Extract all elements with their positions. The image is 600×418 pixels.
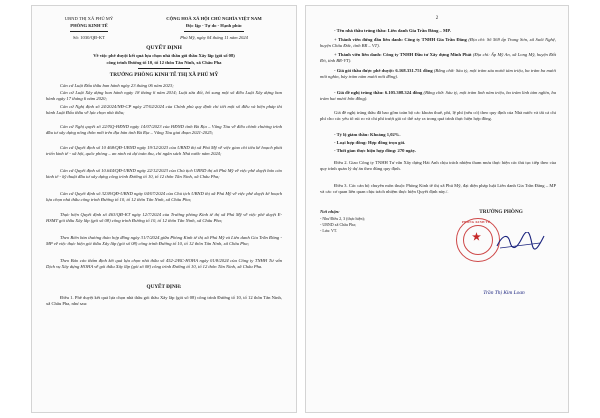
legal-basis-8: Thực hiện Quyết định số 463/QĐ-KT ngày 12/7/2024 của Trưởng phòng Kinh tế thị xã Phú Mỹ về việc phê duyệt E-HSMT gói thầu Xây lắp (gói số 08) công trình Đường tổ 10, tổ 12 thôn Tân Ninh, xã Châu Pha; [46, 212, 282, 224]
legal-basis-6: Căn cứ Quyết định số 10.644/QĐ-UBND ngày 22/12/2023 của Chủ tịch UBND thị xã Phú Mỹ về việc phê duyệt báo cáo kinh tế - kỹ thuật đầu tư xây dựng công trình Đường tổ 10, tổ 12 thôn Tân Ninh, xã Châu Pha; [46, 168, 282, 180]
proposed-award-price: - Giá đề nghị trúng thầu: 6.105.308.324 đồng (Bằng chữ: Sáu tỷ, một trăm linh năm triệu, ba trăm linh tám nghìn, ba trăm hai mươi bốn đồng). [320, 90, 556, 102]
national-motto: Độc lập - Tự do - Hạnh phúc [185, 23, 243, 28]
document-subject-line-1: Về việc phê duyệt kết quả lựa chọn nhà thầu gói thầu Xây lắp (gói số 08) [93, 53, 235, 58]
legal-basis-5: Căn cứ Quyết định số 10 468/QĐ-UBND ngày 19/12/2023 của UBND thị xã Phú Mỹ về việc giao chỉ tiêu kế hoạch phát triển kinh tế - xã hội, quốc phòng – an ninh và dự toán thu, chi ngân sách Nhà nước năm 2024; [46, 145, 282, 157]
legal-basis-10: Theo Báo cáo thẩm định kết quả lựa chọn nhà thầu số 452-2/BC-HOHA ngày 01/8/2024 của Công ty TNHH Tư vấn Dịch vụ Xây dựng HOHA về gói thầu Xây lắp (gói số 08) công trình Đường tổ 10, tổ 12 thôn Tân Ninh, xã Châu Pha. [46, 258, 282, 270]
seal-lettering: PHÒNG KINH TẾ [462, 220, 491, 224]
joint-member: + Thành viên liên danh: Công ty TNHH Đầu tư Xây dựng Minh Phát (Địa chỉ: Ấp Mỹ An, xã Long Mỹ, huyện Đất Đỏ, tỉnh BR-VT). [320, 52, 556, 64]
document-subject-line-2: công trình Đường tổ 10, tổ 12 thôn Tân Ninh, xã Châu Pha [106, 60, 222, 65]
discount-rate: - Tỷ lệ giảm thầu: Khoảng 1,02%. [334, 132, 401, 137]
subject-underline [138, 68, 190, 69]
price-inclusion-note: Giá đề nghị trúng thầu đã bao gồm toàn bộ các khoản thuế, phí, lệ phí (nếu có) theo quy định của Nhà nước và tất cả chi phí cho các yếu tố rủi ro và chi phí trượt giá có thể xảy ra trong quá trình thực hiện hợp đồng. [320, 110, 556, 122]
office-underline [70, 31, 108, 32]
handwritten-signature [494, 232, 546, 252]
recipient-item: - UBND xã Châu Pha; [320, 222, 356, 227]
issuing-office: PHÒNG KINH TẾ [70, 23, 108, 28]
legal-basis-9: Theo Biên bản thương thảo hợp đồng ngày 31/7/2024 giữa Phòng Kinh tế thị xã Phú Mỹ và Liên danh Gia Trần Đăng - MP về việc thực hiện gói thầu Xây lắp (gói số 08) công trình Đường tổ 10, tổ 12 thôn Tân Ninh, xã Châu Pha; [46, 235, 282, 247]
star-icon: ★ [472, 232, 481, 243]
recipients-title: Nơi nhận: [320, 209, 340, 214]
contract-type: - Loại hợp đồng: Hợp đồng trọn gói. [334, 140, 406, 145]
page-number: 2 [435, 16, 439, 21]
document-page-1 [32, 6, 296, 412]
approved-package-price: - Giá gói thầu được phê duyệt: 6.168.331.751 đồng (Bằng chữ: Sáu tỷ, một trăm sáu mươi tám triệu, ba trăm ba mươi mốt nghìn, bảy trăm năm mươi mốt đồng). [320, 68, 557, 80]
issue-date: Phú Mỹ, ngày 04 tháng 11 năm 2024 [180, 35, 248, 40]
article-3: Điều 3. Các cán bộ chuyên môn thuộc Phòng Kinh tế thị xã Phú Mỹ, đại diện pháp luật Liên danh Gia Trần Đăng – MP và các cơ quan liên quan chịu trách nhiệm thực hiện Quyết định này./. [320, 183, 556, 195]
recipient-item: - Lưu: VT. [320, 228, 338, 233]
legal-basis-7: Căn cứ Quyết định số 3238/QĐ-UBND ngày 04/07/2024 của Chủ tịch UBND thị xã Phú Mỹ về việc phê duyệt kế hoạch lựa chọn nhà thầu công trình Đường tổ 10, tổ 12 thôn Tân Ninh, xã Châu Pha; [46, 191, 282, 203]
signer-name: Trần Thị Kim Loan [483, 290, 525, 296]
nation-header: CỘNG HOÀ XÃ HỘI CHỦ NGHĨA VIỆT NAM [166, 16, 262, 21]
signer-title: TRƯỞNG PHÒNG [479, 209, 523, 215]
article-1: Điều 1. Phê duyệt kết quả lựa chọn nhà thầu gói thầu Xây lắp (gói số 08) công trình Đường tổ 10, tổ 12 thôn Tân Ninh, xã Châu Pha, như sau: [46, 295, 282, 307]
article-2: Điều 2. Giao Công ty TNHH Tư vấn Xây dựng Hải Anh chịu trách nhiệm tham mưu thực hiện các thủ tục tiếp theo của quy trình quản lý dự án theo đúng quy định. [320, 160, 556, 172]
issuing-authority: TRƯỞNG PHÒNG KINH TẾ THỊ XÃ PHÚ MỸ [109, 72, 219, 78]
legal-basis-1: Căn cứ Luật Đấu thầu ban hành ngày 23 tháng 06 năm 2023; [60, 83, 174, 88]
motto-underline [184, 31, 244, 32]
contract-duration: - Thời gian thực hiện hợp đồng: 270 ngày. [334, 148, 416, 153]
document-number: Số: 1030/QĐ-KT [72, 35, 106, 40]
document-type: QUYẾT ĐỊNH [146, 45, 182, 51]
legal-basis-4: Căn cứ Nghị quyết số 22/NQ-HĐND ngày 14/07/2023 của HĐND tỉnh Bà Rịa – Vũng Tàu về điều chỉnh chương trình đầu tư xây dựng nông thôn mới trên địa bàn tỉnh Bà Rịa – Vũng Tàu giai đoạn 2021-2025; [46, 124, 282, 136]
legal-basis-3: Căn cứ Nghị định số 24/2024/NĐ-CP ngày 27/02/2024 của Chính phủ quy định chi tiết một số điều và biện pháp thi hành Luật Đấu thầu về lựa chọn nhà thầu; [46, 104, 282, 116]
winning-contractor: - Tên nhà thầu trúng thầu: Liên danh Gia Trần Đăng – MP. [334, 28, 451, 33]
document-page-2 [306, 6, 568, 412]
legal-basis-2: Căn cứ Luật Xây dựng ban hành ngày 18 tháng 6 năm 2014; Luật sửa đổi, bổ sung một số điều Luật Xây dựng ban hành ngày 17 tháng 6 năm 2020; [46, 90, 282, 102]
issuing-agency: UBND THỊ XÃ PHÚ MỸ [64, 16, 114, 21]
lead-member: + Thành viên đứng đầu liên danh: Công ty TNHH Gia Trần Đăng (Địa chỉ: Số 569 ấp Trung Sơn, xã Suối Nghệ, huyện Châu Đức, tỉnh BR – VT). [320, 37, 556, 49]
recipient-item: - Như Điều 2, 3 (thực hiện); [320, 216, 365, 221]
decides-heading: QUYẾT ĐỊNH: [146, 284, 182, 290]
